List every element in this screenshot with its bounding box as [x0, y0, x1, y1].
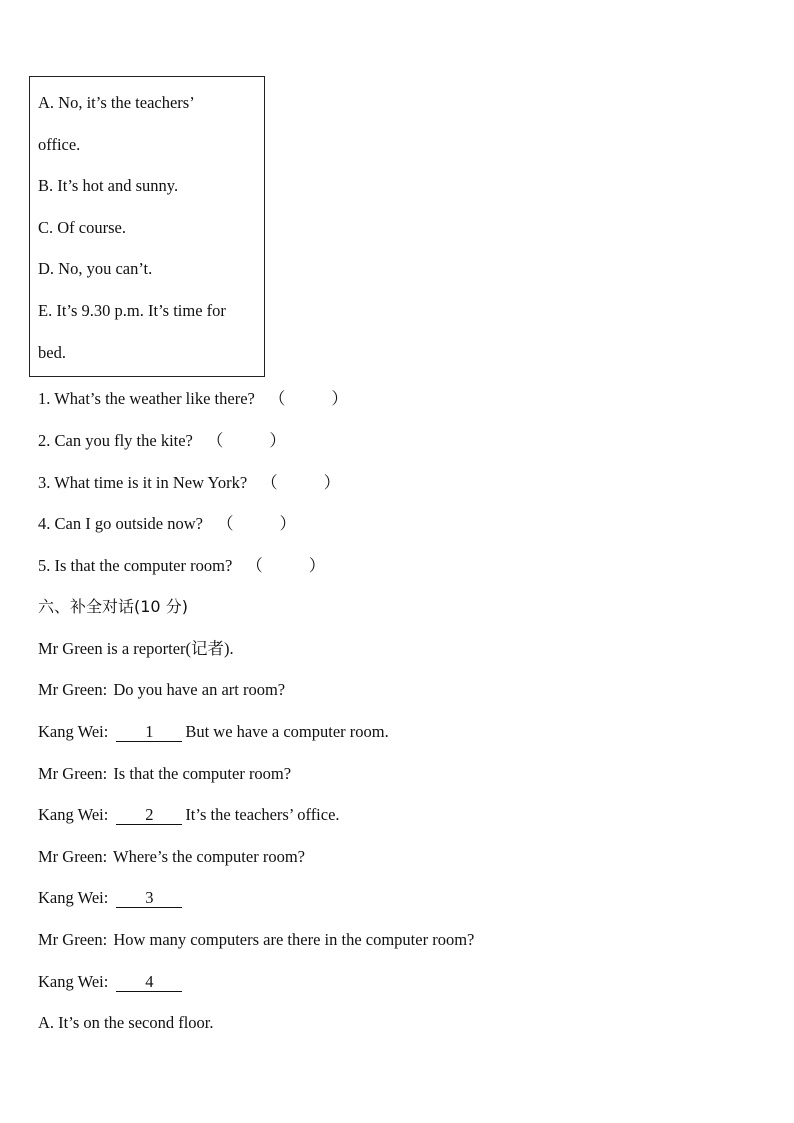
answer-paren[interactable]: （ ）: [216, 514, 296, 533]
question-4: [38, 514, 296, 534]
speaker-name: Kang Wei:: [38, 888, 109, 907]
option-a-line2: office.: [38, 135, 81, 154]
dialogue-text: Where’s the computer room?: [113, 847, 305, 866]
question-text: 4. Can I go outside now?: [38, 514, 203, 533]
fill-blank-4[interactable]: 4: [116, 973, 182, 992]
dialogue-text: Is that the computer room?: [113, 764, 292, 783]
fill-blank-2[interactable]: 2: [116, 806, 182, 825]
dialogue-text: How many computers are there in the computer room?: [113, 930, 475, 949]
question-1: [38, 389, 348, 409]
question-text: 5. Is that the computer room?: [38, 556, 233, 575]
dialogue-line-7: [38, 930, 474, 950]
question-text: 3. What time is it in New York?: [38, 473, 248, 492]
dialogue-text: But we have a computer room.: [185, 722, 389, 741]
dialogue-text: It’s the teachers’ office.: [185, 805, 340, 824]
option-e-line2: bed.: [38, 343, 66, 362]
option-e-line1: E. It’s 9.30 p.m. It’s time for: [38, 301, 226, 320]
dialogue-line-4: [38, 805, 340, 825]
option-a-line1: A. No, it’s the teachers’: [38, 93, 195, 112]
question-2: [38, 431, 286, 451]
speaker-name: Mr Green:: [38, 847, 108, 866]
option-c: C. Of course.: [38, 218, 126, 237]
speaker-name: Kang Wei:: [38, 805, 109, 824]
question-3: [38, 473, 340, 493]
question-text: 2. Can you fly the kite?: [38, 431, 193, 450]
option-b: B. It’s hot and sunny.: [38, 176, 179, 195]
speaker-name: Kang Wei:: [38, 722, 109, 741]
answer-paren[interactable]: （ ）: [246, 556, 326, 575]
speaker-name: Kang Wei:: [38, 972, 109, 991]
answer-options-box: [29, 76, 265, 377]
speaker-name: Mr Green:: [38, 764, 108, 783]
fill-blank-1[interactable]: 1: [116, 723, 182, 742]
dialogue-line-1: [38, 680, 285, 700]
dialogue-line-8: [38, 972, 185, 992]
dialogue-text: Do you have an art room?: [113, 680, 286, 699]
answer-paren[interactable]: （ ）: [206, 431, 286, 450]
speaker-name: Mr Green:: [38, 930, 108, 949]
question-text: 1. What’s the weather like there?: [38, 389, 255, 408]
dialogue-intro: Mr Green is a reporter(记者).: [38, 639, 234, 658]
option-d: D. No, you can’t.: [38, 259, 153, 278]
question-5: [38, 556, 325, 576]
section-title: 六、补全对话(10 分): [38, 597, 188, 616]
dialogue-line-3: [38, 764, 291, 784]
answer-paren[interactable]: （ ）: [261, 473, 341, 492]
dialogue-line-2: [38, 722, 389, 742]
speaker-name: Mr Green:: [38, 680, 108, 699]
dialogue-line-5: [38, 847, 305, 867]
answer-option-a: A. It’s on the second floor.: [38, 1013, 214, 1032]
dialogue-line-6: [38, 888, 185, 908]
answer-paren[interactable]: （ ）: [268, 389, 348, 408]
fill-blank-3[interactable]: 3: [116, 889, 182, 908]
